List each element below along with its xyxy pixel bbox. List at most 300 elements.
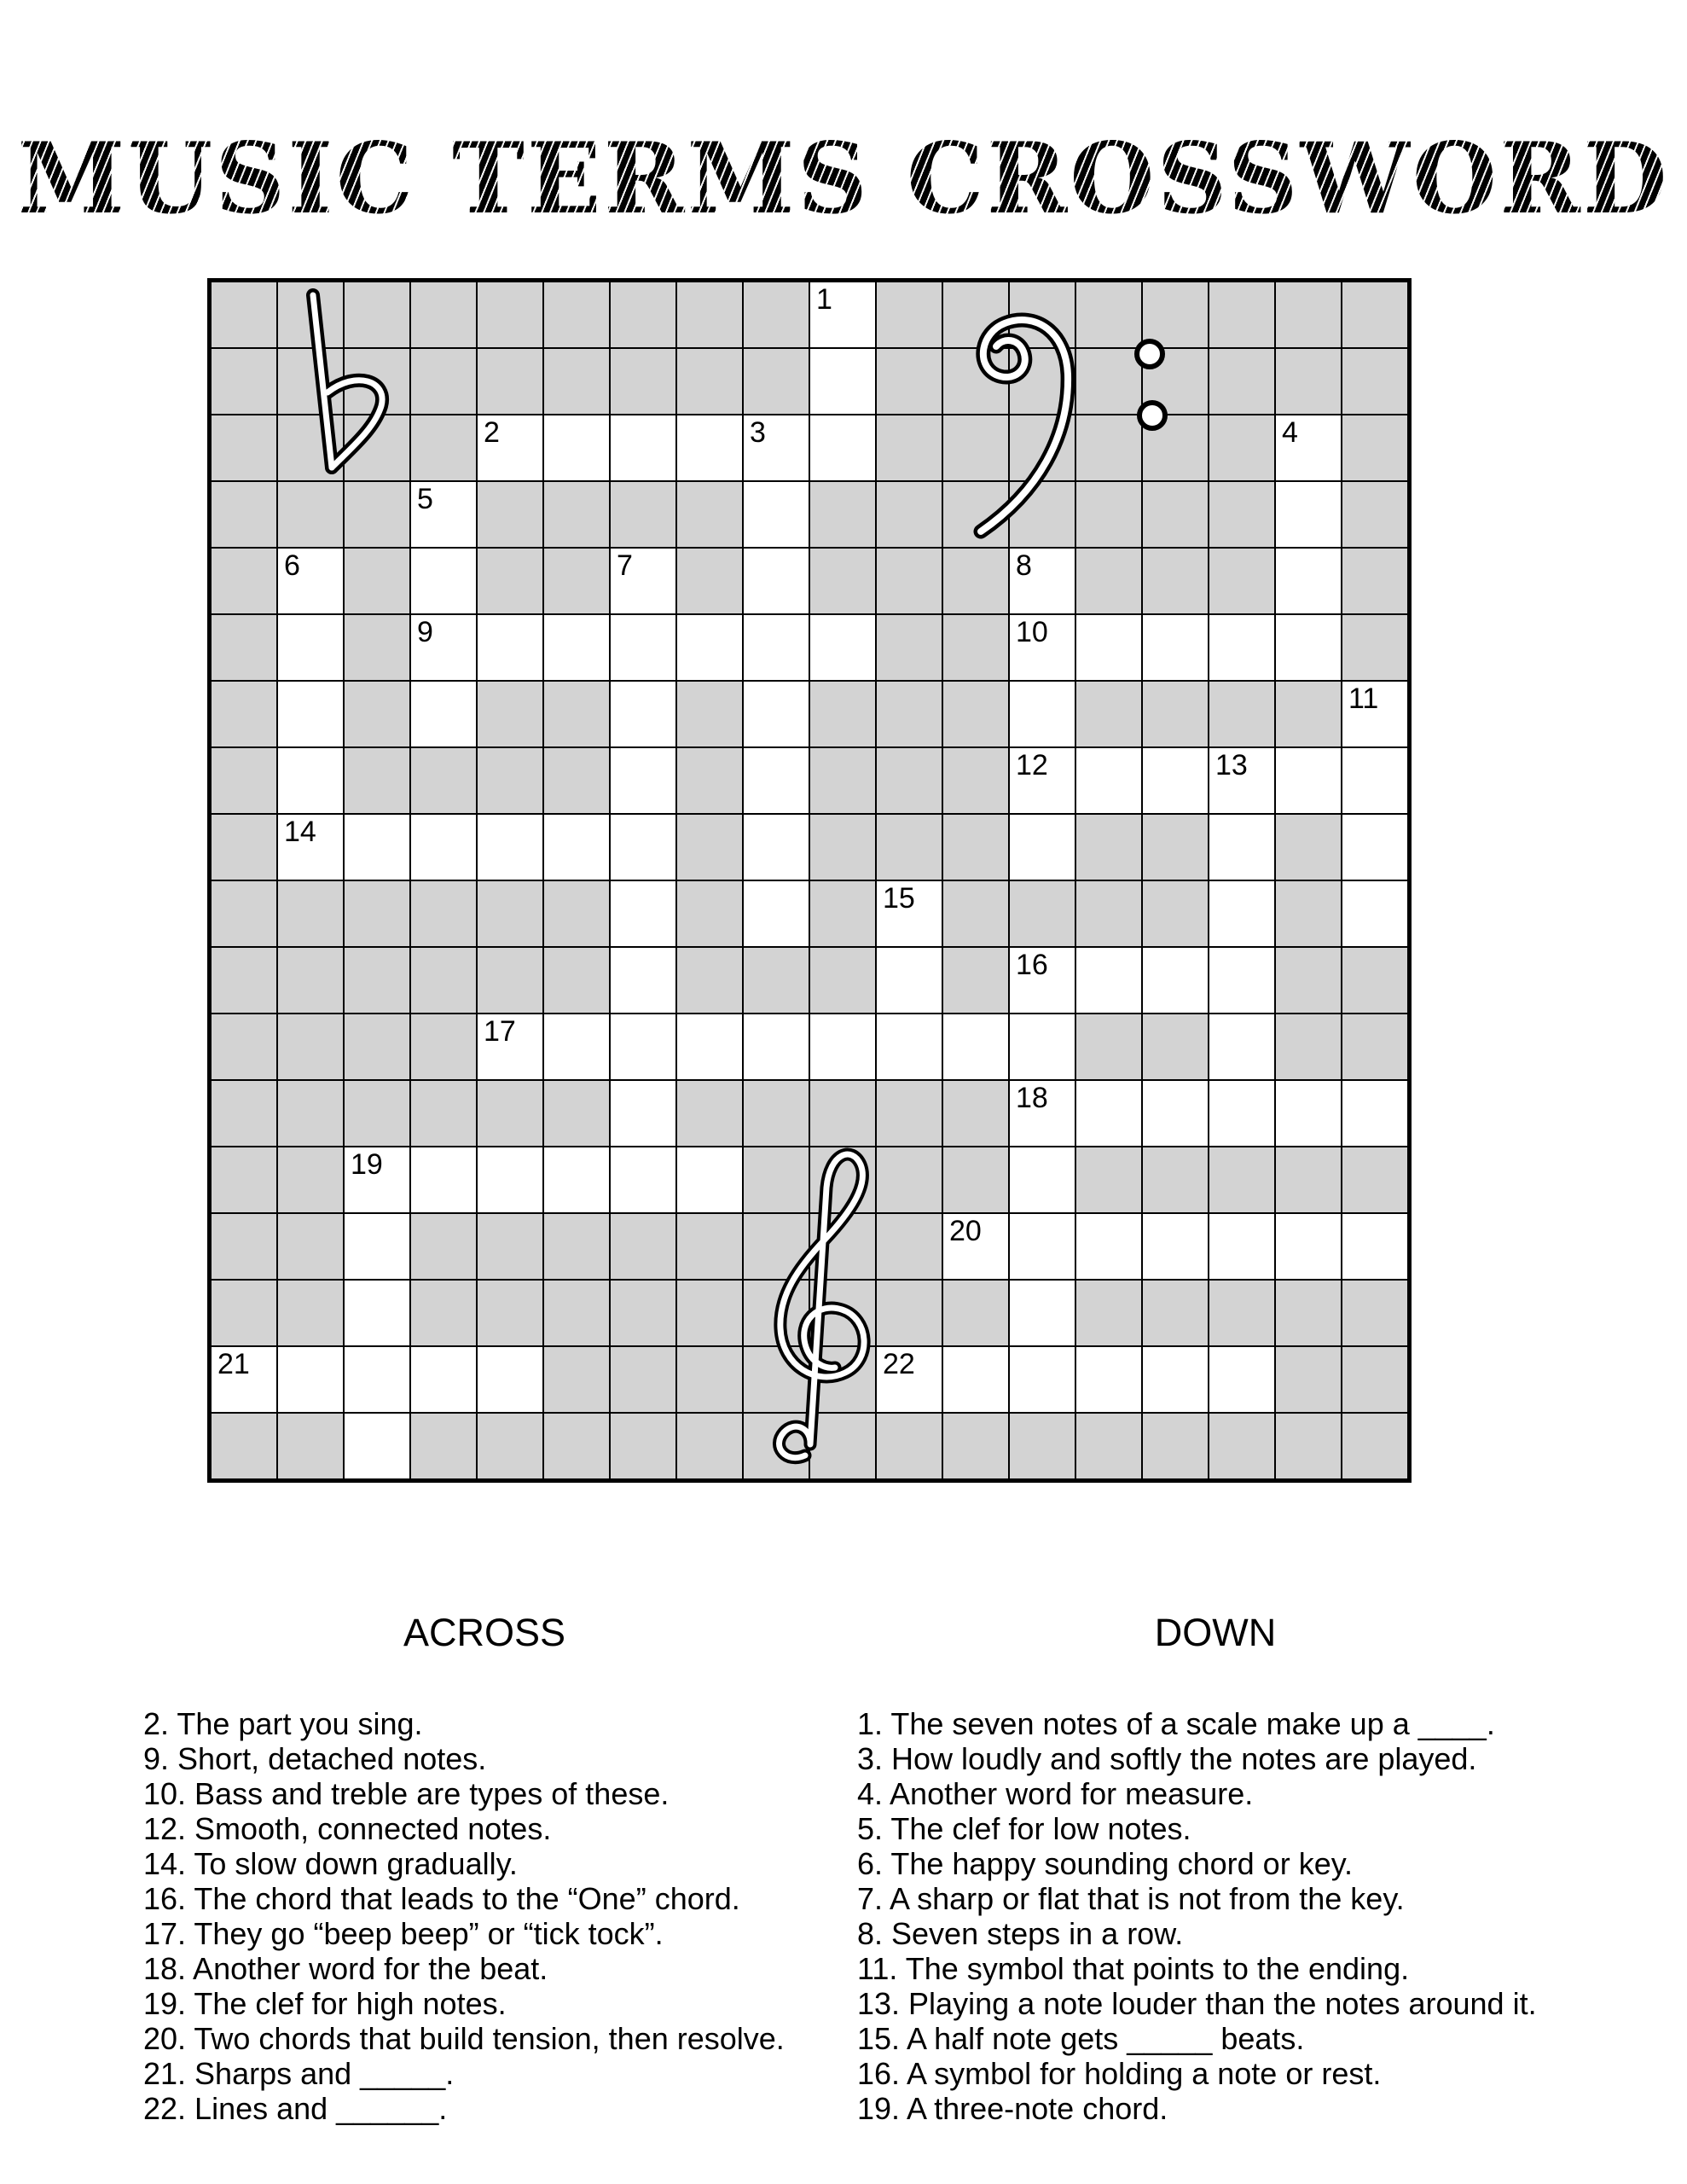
grid-cell-open[interactable] bbox=[743, 814, 809, 880]
grid-cell-open[interactable] bbox=[1209, 1346, 1275, 1413]
grid-cell-block bbox=[676, 282, 743, 348]
grid-cell-block bbox=[1209, 415, 1275, 481]
grid-cell-open[interactable] bbox=[1009, 814, 1075, 880]
grid-cell-open[interactable] bbox=[1142, 1080, 1209, 1147]
grid-cell-open[interactable] bbox=[610, 548, 676, 614]
grid-cell-block bbox=[743, 1080, 809, 1147]
grid-cell-block bbox=[543, 348, 610, 415]
clue-number: 7 bbox=[617, 549, 633, 582]
grid-cell-block bbox=[942, 747, 1009, 814]
grid-cell-block bbox=[876, 481, 942, 548]
grid-cell-block bbox=[477, 1413, 543, 1479]
grid-cell-block bbox=[809, 548, 876, 614]
clue-item: 10. Bass and treble are types of these. bbox=[143, 1776, 670, 1811]
grid-cell-block bbox=[942, 348, 1009, 415]
grid-cell-open[interactable] bbox=[610, 814, 676, 880]
grid-cell-block bbox=[1142, 1147, 1209, 1213]
grid-cell-block bbox=[211, 548, 277, 614]
grid-cell-open[interactable] bbox=[1209, 614, 1275, 681]
grid-cell-block bbox=[477, 747, 543, 814]
grid-cell-block bbox=[676, 481, 743, 548]
grid-cell-open[interactable] bbox=[743, 681, 809, 747]
grid-cell-open[interactable] bbox=[942, 1213, 1009, 1280]
grid-cell-open[interactable] bbox=[1275, 481, 1342, 548]
grid-cell-block bbox=[1342, 415, 1408, 481]
grid-cell-block bbox=[1142, 548, 1209, 614]
grid-cell-block bbox=[543, 548, 610, 614]
grid-cell-block bbox=[211, 481, 277, 548]
grid-cell-open[interactable] bbox=[1142, 747, 1209, 814]
grid-cell-block bbox=[676, 681, 743, 747]
grid-cell-open[interactable] bbox=[1209, 947, 1275, 1014]
grid-cell-block bbox=[942, 282, 1009, 348]
clue-item: 19. The clef for high notes. bbox=[143, 1986, 507, 2021]
grid-cell-open[interactable] bbox=[1209, 1080, 1275, 1147]
grid-cell-block bbox=[610, 1346, 676, 1413]
grid-cell-open[interactable] bbox=[610, 1014, 676, 1080]
down-list bbox=[857, 1706, 1574, 2126]
grid-cell-open[interactable] bbox=[277, 548, 344, 614]
clue-number: 17 bbox=[484, 1015, 516, 1048]
grid-cell-block bbox=[942, 880, 1009, 947]
grid-cell-block bbox=[211, 614, 277, 681]
grid-cell-block bbox=[1009, 1413, 1075, 1479]
grid-cell-block bbox=[1209, 348, 1275, 415]
grid-cell-open[interactable] bbox=[543, 814, 610, 880]
grid-cell-block bbox=[809, 1213, 876, 1280]
grid-cell-open[interactable] bbox=[743, 548, 809, 614]
grid-cell-block bbox=[610, 1280, 676, 1346]
clue-number: 10 bbox=[1016, 616, 1048, 648]
grid-cell-block bbox=[809, 1080, 876, 1147]
grid-cell-block bbox=[1142, 1280, 1209, 1346]
grid-cell-block bbox=[1142, 481, 1209, 548]
grid-cell-block bbox=[1009, 415, 1075, 481]
grid-cell-open[interactable] bbox=[1142, 1346, 1209, 1413]
grid-cell-block bbox=[1142, 415, 1209, 481]
grid-cell-open[interactable] bbox=[610, 747, 676, 814]
grid-cell-open[interactable] bbox=[410, 681, 477, 747]
grid-cell-open[interactable] bbox=[610, 1147, 676, 1213]
grid-cell-block bbox=[1075, 681, 1142, 747]
grid-cell-block bbox=[543, 1346, 610, 1413]
grid-cell-block bbox=[876, 1280, 942, 1346]
grid-cell-open[interactable] bbox=[809, 614, 876, 681]
grid-cell-block bbox=[1275, 814, 1342, 880]
grid-cell-block bbox=[1275, 1014, 1342, 1080]
grid-cell-block bbox=[942, 1280, 1009, 1346]
grid-cell-open[interactable] bbox=[676, 1014, 743, 1080]
grid-cell-block bbox=[809, 1413, 876, 1479]
grid-cell-block bbox=[809, 880, 876, 947]
grid-cell-open[interactable] bbox=[676, 614, 743, 681]
grid-cell-open[interactable] bbox=[477, 614, 543, 681]
grid-cell-block bbox=[876, 814, 942, 880]
grid-cell-open[interactable] bbox=[1075, 747, 1142, 814]
grid-cell-block bbox=[676, 1346, 743, 1413]
grid-cell-open[interactable] bbox=[410, 1147, 477, 1213]
grid-cell-open[interactable] bbox=[743, 747, 809, 814]
grid-cell-block bbox=[1275, 1280, 1342, 1346]
grid-cell-block bbox=[211, 1080, 277, 1147]
grid-cell-open[interactable] bbox=[344, 1413, 410, 1479]
grid-cell-block bbox=[211, 747, 277, 814]
grid-cell-open[interactable] bbox=[1009, 1346, 1075, 1413]
grid-cell-block bbox=[1342, 348, 1408, 415]
grid-cell-open[interactable] bbox=[676, 415, 743, 481]
grid-cell-block bbox=[876, 282, 942, 348]
grid-cell-open[interactable] bbox=[1275, 1213, 1342, 1280]
down-header: DOWN bbox=[1154, 1611, 1277, 1654]
grid-cell-block bbox=[1142, 681, 1209, 747]
grid-cell-open[interactable] bbox=[1142, 1213, 1209, 1280]
grid-cell-block bbox=[410, 747, 477, 814]
grid-cell-block bbox=[1342, 1346, 1408, 1413]
grid-cell-block bbox=[1342, 1413, 1408, 1479]
grid-cell-block bbox=[876, 1213, 942, 1280]
grid-cell-open[interactable] bbox=[543, 415, 610, 481]
grid-cell-block bbox=[543, 1213, 610, 1280]
grid-cell-open[interactable] bbox=[410, 481, 477, 548]
grid-cell-block bbox=[344, 1080, 410, 1147]
grid-cell-open[interactable] bbox=[1342, 747, 1408, 814]
grid-cell-open[interactable] bbox=[1275, 548, 1342, 614]
grid-cell-block bbox=[477, 947, 543, 1014]
grid-cell-block bbox=[277, 1014, 344, 1080]
grid-cell-block bbox=[676, 814, 743, 880]
grid-cell-open[interactable] bbox=[610, 681, 676, 747]
grid-cell-block bbox=[743, 1413, 809, 1479]
grid-cell-open[interactable] bbox=[344, 1147, 410, 1213]
grid-cell-block bbox=[410, 1014, 477, 1080]
clue-number: 15 bbox=[883, 882, 915, 915]
grid-cell-block bbox=[477, 282, 543, 348]
grid-cell-block bbox=[344, 747, 410, 814]
clue-number: 5 bbox=[417, 483, 433, 515]
grid-cell-block bbox=[676, 747, 743, 814]
clue-number: 11 bbox=[1348, 682, 1379, 715]
grid-cell-open[interactable] bbox=[743, 1014, 809, 1080]
grid-cell-open[interactable] bbox=[743, 415, 809, 481]
grid-cell-open[interactable] bbox=[942, 1346, 1009, 1413]
grid-cell-open[interactable] bbox=[344, 1280, 410, 1346]
clue-item: 7. A sharp or flat that is not from the key. bbox=[857, 1881, 1405, 1916]
grid-cell-block bbox=[277, 348, 344, 415]
grid-cell-block bbox=[876, 348, 942, 415]
grid-cell-open[interactable] bbox=[477, 814, 543, 880]
grid-cell-block bbox=[410, 947, 477, 1014]
clue-item: 2. The part you sing. bbox=[143, 1706, 423, 1741]
grid-cell-block bbox=[410, 348, 477, 415]
grid-cell-block bbox=[543, 880, 610, 947]
grid-cell-open[interactable] bbox=[277, 614, 344, 681]
grid-cell-open[interactable] bbox=[1009, 1280, 1075, 1346]
grid-cell-block bbox=[1075, 415, 1142, 481]
grid-cell-open[interactable] bbox=[277, 1346, 344, 1413]
grid-cell-open[interactable] bbox=[1275, 415, 1342, 481]
grid-cell-open[interactable] bbox=[743, 880, 809, 947]
grid-cell-open[interactable] bbox=[1009, 1213, 1075, 1280]
grid-cell-block bbox=[610, 1413, 676, 1479]
crossword-grid bbox=[207, 278, 1412, 1483]
grid-cell-open[interactable] bbox=[610, 614, 676, 681]
grid-cell-block bbox=[277, 415, 344, 481]
grid-cell-open[interactable] bbox=[809, 1014, 876, 1080]
grid-cell-block bbox=[277, 1213, 344, 1280]
grid-cell-open[interactable] bbox=[1342, 681, 1408, 747]
grid-cell-block bbox=[344, 947, 410, 1014]
grid-cell-block bbox=[876, 1147, 942, 1213]
grid-cell-open[interactable] bbox=[1009, 1014, 1075, 1080]
clue-number: 20 bbox=[949, 1215, 982, 1247]
across-list bbox=[143, 1706, 826, 2126]
grid-cell-open[interactable] bbox=[1342, 880, 1408, 947]
grid-cell-block bbox=[410, 1280, 477, 1346]
grid-cell-block bbox=[543, 481, 610, 548]
grid-cell-open[interactable] bbox=[1075, 1213, 1142, 1280]
grid-cell-block bbox=[477, 880, 543, 947]
clue-item: 13. Playing a note louder than the notes around it. bbox=[857, 1986, 1537, 2021]
grid-cell-open[interactable] bbox=[743, 481, 809, 548]
grid-cell-block bbox=[1342, 947, 1408, 1014]
grid-cell-open[interactable] bbox=[344, 814, 410, 880]
grid-cell-block bbox=[211, 348, 277, 415]
grid-cell-open[interactable] bbox=[344, 1346, 410, 1413]
grid-cell-block bbox=[1342, 1147, 1408, 1213]
grid-cell-open[interactable] bbox=[1342, 1213, 1408, 1280]
grid-cell-block bbox=[809, 1280, 876, 1346]
grid-cell-open[interactable] bbox=[410, 614, 477, 681]
grid-cell-block bbox=[1275, 1346, 1342, 1413]
grid-cell-block bbox=[1342, 481, 1408, 548]
grid-cell-open[interactable] bbox=[1009, 747, 1075, 814]
grid-cell-open[interactable] bbox=[1009, 681, 1075, 747]
grid-cell-open[interactable] bbox=[410, 548, 477, 614]
grid-cell-block bbox=[809, 747, 876, 814]
grid-cell-open[interactable] bbox=[610, 1080, 676, 1147]
grid-cell-block bbox=[477, 1213, 543, 1280]
grid-cell-open[interactable] bbox=[1009, 614, 1075, 681]
grid-cell-open[interactable] bbox=[477, 1014, 543, 1080]
grid-cell-block bbox=[1075, 1014, 1142, 1080]
grid-cell-block bbox=[277, 1413, 344, 1479]
grid-cell-open[interactable] bbox=[743, 614, 809, 681]
grid-cell-block bbox=[1275, 1147, 1342, 1213]
grid-cell-block bbox=[942, 947, 1009, 1014]
grid-cell-open[interactable] bbox=[477, 415, 543, 481]
grid-cell-block bbox=[743, 1280, 809, 1346]
grid-cell-block bbox=[1142, 1413, 1209, 1479]
grid-cell-open[interactable] bbox=[1009, 548, 1075, 614]
clue-item: 18. Another word for the beat. bbox=[143, 1951, 548, 1986]
grid-cell-open[interactable] bbox=[477, 1346, 543, 1413]
grid-cell-open[interactable] bbox=[610, 415, 676, 481]
grid-cell-open[interactable] bbox=[1075, 947, 1142, 1014]
grid-cell-block bbox=[942, 548, 1009, 614]
grid-cell-block bbox=[277, 481, 344, 548]
grid-cell-open[interactable] bbox=[410, 814, 477, 880]
grid-cell-block bbox=[1075, 880, 1142, 947]
grid-cell-block bbox=[809, 1346, 876, 1413]
grid-cell-block bbox=[942, 614, 1009, 681]
clue-number: 19 bbox=[351, 1148, 383, 1181]
grid-cell-block bbox=[942, 681, 1009, 747]
grid-cell-block bbox=[277, 282, 344, 348]
grid-cell-block bbox=[1342, 614, 1408, 681]
grid-cell-block bbox=[477, 681, 543, 747]
grid-cell-open[interactable] bbox=[1209, 747, 1275, 814]
clue-number: 18 bbox=[1016, 1082, 1048, 1114]
grid-cell-block bbox=[477, 348, 543, 415]
grid-cell-block bbox=[676, 348, 743, 415]
grid-cell-open[interactable] bbox=[809, 282, 876, 348]
grid-cell-block bbox=[1075, 481, 1142, 548]
grid-cell-block bbox=[1009, 282, 1075, 348]
grid-cell-block bbox=[1275, 1413, 1342, 1479]
grid-cell-block bbox=[1342, 1014, 1408, 1080]
grid-cell-open[interactable] bbox=[809, 415, 876, 481]
grid-cell-open[interactable] bbox=[1075, 1346, 1142, 1413]
grid-cell-open[interactable] bbox=[1209, 814, 1275, 880]
grid-cell-block bbox=[1075, 814, 1142, 880]
grid-cell-open[interactable] bbox=[543, 1147, 610, 1213]
clue-number: 4 bbox=[1282, 416, 1298, 449]
grid-cell-block bbox=[942, 1413, 1009, 1479]
grid-cell-block bbox=[1142, 814, 1209, 880]
grid-cell-block bbox=[1209, 681, 1275, 747]
grid-cell-block bbox=[543, 282, 610, 348]
grid-cell-block bbox=[876, 747, 942, 814]
grid-cell-block bbox=[543, 1080, 610, 1147]
grid-cell-block bbox=[1209, 481, 1275, 548]
grid-cell-open[interactable] bbox=[1209, 1213, 1275, 1280]
grid-cell-block bbox=[344, 282, 410, 348]
grid-cell-block bbox=[410, 282, 477, 348]
grid-cell-block bbox=[876, 1413, 942, 1479]
grid-cell-block bbox=[809, 814, 876, 880]
grid-cell-open[interactable] bbox=[942, 1014, 1009, 1080]
grid-cell-open[interactable] bbox=[676, 1147, 743, 1213]
grid-cell-block bbox=[1009, 481, 1075, 548]
grid-cell-block bbox=[1275, 681, 1342, 747]
grid-cell-block bbox=[277, 1080, 344, 1147]
grid-cell-open[interactable] bbox=[1342, 814, 1408, 880]
grid-cell-block bbox=[477, 548, 543, 614]
grid-cell-open[interactable] bbox=[876, 947, 942, 1014]
grid-cell-block bbox=[1142, 1014, 1209, 1080]
clue-item: 17. They go “beep beep” or “tick tock”. bbox=[143, 1916, 664, 1951]
grid-cell-block bbox=[676, 1213, 743, 1280]
grid-cell-block bbox=[477, 481, 543, 548]
grid-cell-block bbox=[277, 1280, 344, 1346]
clue-item: 14. To slow down gradually. bbox=[143, 1846, 518, 1881]
grid-cell-open[interactable] bbox=[477, 1147, 543, 1213]
grid-cell-open[interactable] bbox=[610, 947, 676, 1014]
clue-number: 22 bbox=[883, 1348, 915, 1380]
grid-cell-block bbox=[676, 548, 743, 614]
grid-cell-open[interactable] bbox=[1275, 614, 1342, 681]
grid-cell-block bbox=[743, 1147, 809, 1213]
grid-cell-open[interactable] bbox=[876, 1346, 942, 1413]
grid-cell-open[interactable] bbox=[277, 681, 344, 747]
clue-item: 3. How loudly and softly the notes are played. bbox=[857, 1741, 1477, 1776]
grid-cell-open[interactable] bbox=[1142, 947, 1209, 1014]
grid-cell-open[interactable] bbox=[211, 1346, 277, 1413]
grid-cell-open[interactable] bbox=[1275, 747, 1342, 814]
grid-cell-block bbox=[344, 1014, 410, 1080]
grid-cell-block bbox=[676, 947, 743, 1014]
grid-cell-open[interactable] bbox=[277, 747, 344, 814]
clue-item: 6. The happy sounding chord or key. bbox=[857, 1846, 1354, 1881]
grid-cell-block bbox=[211, 880, 277, 947]
clue-item: 9. Short, detached notes. bbox=[143, 1741, 487, 1776]
grid-cell-open[interactable] bbox=[1209, 880, 1275, 947]
grid-cell-block bbox=[410, 880, 477, 947]
grid-cell-block bbox=[1075, 282, 1142, 348]
grid-cell-block bbox=[543, 1280, 610, 1346]
grid-cell-block bbox=[211, 1280, 277, 1346]
grid-cell-open[interactable] bbox=[277, 814, 344, 880]
clue-number: 9 bbox=[417, 616, 433, 648]
grid-cell-open[interactable] bbox=[344, 1213, 410, 1280]
grid-cell-block bbox=[211, 1413, 277, 1479]
grid-cell-open[interactable] bbox=[543, 1014, 610, 1080]
grid-cell-block bbox=[809, 1147, 876, 1213]
grid-cell-block bbox=[477, 1080, 543, 1147]
grid-cell-open[interactable] bbox=[543, 614, 610, 681]
grid-cell-open[interactable] bbox=[1075, 1080, 1142, 1147]
grid-cell-open[interactable] bbox=[610, 880, 676, 947]
grid-cell-block bbox=[876, 1080, 942, 1147]
grid-cell-block bbox=[676, 1413, 743, 1479]
grid-cell-block bbox=[876, 681, 942, 747]
grid-cell-open[interactable] bbox=[1275, 1080, 1342, 1147]
grid-cell-block bbox=[1275, 348, 1342, 415]
page-title: MUSIC TERMS CROSSWORD bbox=[0, 121, 1687, 235]
grid-cell-open[interactable] bbox=[1009, 1147, 1075, 1213]
grid-cell-open[interactable] bbox=[1342, 1080, 1408, 1147]
grid-cell-block bbox=[543, 1413, 610, 1479]
grid-cell-open[interactable] bbox=[1009, 947, 1075, 1014]
grid-cell-block bbox=[1275, 282, 1342, 348]
grid-cell-block bbox=[1075, 348, 1142, 415]
grid-cell-open[interactable] bbox=[876, 1014, 942, 1080]
grid-cell-block bbox=[942, 415, 1009, 481]
grid-cell-block bbox=[1209, 1280, 1275, 1346]
grid-cell-block bbox=[1075, 1147, 1142, 1213]
grid-cell-block bbox=[543, 681, 610, 747]
grid-cell-block bbox=[543, 747, 610, 814]
grid-cell-block bbox=[1209, 1413, 1275, 1479]
grid-cell-block bbox=[344, 880, 410, 947]
grid-cell-block bbox=[876, 415, 942, 481]
grid-cell-open[interactable] bbox=[410, 1346, 477, 1413]
grid-cell-open[interactable] bbox=[1075, 614, 1142, 681]
grid-cell-block bbox=[1275, 947, 1342, 1014]
grid-cell-open[interactable] bbox=[1142, 614, 1209, 681]
grid-cell-open[interactable] bbox=[1009, 1080, 1075, 1147]
grid-cell-open[interactable] bbox=[809, 348, 876, 415]
clue-number: 21 bbox=[217, 1348, 250, 1380]
grid-cell-block bbox=[743, 282, 809, 348]
grid-cell-block bbox=[610, 481, 676, 548]
grid-cell-open[interactable] bbox=[1209, 1014, 1275, 1080]
down-clues bbox=[857, 1611, 1574, 2126]
clue-item: 16. The chord that leads to the “One” chord. bbox=[143, 1881, 740, 1916]
grid-cell-block bbox=[1209, 282, 1275, 348]
grid-cell-open[interactable] bbox=[876, 880, 942, 947]
grid-cell-block bbox=[1009, 348, 1075, 415]
